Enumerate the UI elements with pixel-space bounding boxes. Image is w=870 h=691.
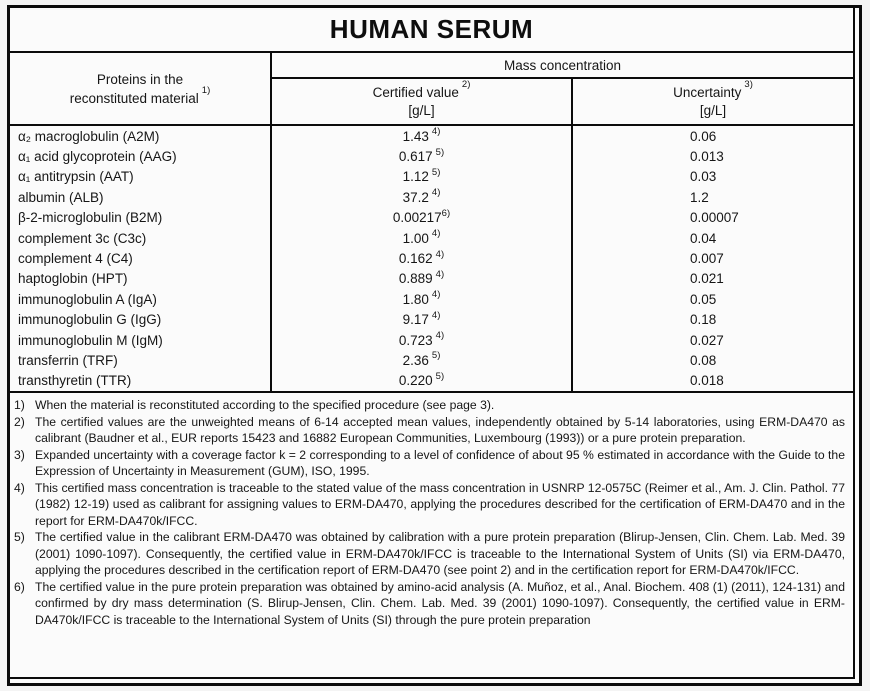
uncertainty-value: 0.018 xyxy=(690,373,724,389)
protein-name: α₁ antitrypsin (AAT) xyxy=(10,167,272,187)
value-text: 37.2 xyxy=(402,189,429,205)
value-text: 1.43 xyxy=(402,128,429,144)
footnote-number: 1) xyxy=(14,398,25,412)
table-row xyxy=(10,289,853,309)
table-row xyxy=(10,330,853,350)
protein-name: α₂ macroglobulin (A2M) xyxy=(10,126,272,146)
uncertainty-unit: [g/L] xyxy=(699,102,727,118)
certified-value: 0.220 $^{5)}$ xyxy=(272,371,573,391)
protein-name: immunoglobulin A (IgA) xyxy=(10,289,272,309)
certified-value: 1.00 $^{4)}$ xyxy=(272,228,573,248)
value-text: 9.17 xyxy=(402,312,429,328)
footnotes-section xyxy=(10,393,853,677)
table-header xyxy=(10,53,853,126)
proteins-header-text: reconstituted material xyxy=(69,90,199,106)
table-row xyxy=(10,248,853,268)
footnote xyxy=(14,529,845,579)
footnote xyxy=(14,447,845,480)
uncertainty-value: 0.027 xyxy=(690,332,724,348)
proteins-column-header xyxy=(10,53,272,124)
value-text: 1.12 xyxy=(402,169,429,185)
table-row xyxy=(10,187,853,207)
value-text: 2.36 xyxy=(402,352,429,368)
table-row xyxy=(10,269,853,289)
footnote-text: When the material is reconstituted according to the specified procedure (see page 3). xyxy=(35,398,495,412)
footnote-text: The certified value in the pure protein preparation was obtained by amino-acid analysis (A. Muñoz, et al., Anal. Biochem. 408 (1) (2011), 124-131) and confirmed by dry mass determination (S. Blirup-Jensen, Clin. Chem. Lab. Med. 39 (2001) 1090-1097). Consequently, the certified value in ERM-DA470k/IFCC is traceable to the International System of Units (SI) through the pure protein preparation xyxy=(35,579,845,627)
certified-value: 0.889 $^{4)}$ xyxy=(272,269,573,289)
uncertainty-value: 0.021 xyxy=(690,271,724,287)
protein-name: complement 4 (C4) xyxy=(10,248,272,268)
uncertainty-value: 0.007 xyxy=(690,251,724,267)
table-row xyxy=(10,208,853,228)
value-text: 0.617 xyxy=(398,149,433,165)
protein-name: albumin (ALB) xyxy=(10,187,272,207)
protein-name: α₁ acid glycoprotein (AAG) xyxy=(10,146,272,166)
table-row xyxy=(10,350,853,370)
uncertainty-value: 0.08 xyxy=(690,352,717,368)
table-row xyxy=(10,146,853,166)
value-text: 1.80 xyxy=(402,291,429,307)
footnote-text: This certified mass concentration is traceable to the stated value of the mass concentration in USNRP 12-0575C (Reimer et al., Am. J. Clin. Pathol. 77 (1982) 12-19) used as calibrant for assigning values to ERM-DA470, applying the procedures described for the certification of ERM-DA470 and in the report for ERM-DA470k/IFCC. xyxy=(35,480,845,528)
table-row xyxy=(10,310,853,330)
footnote xyxy=(14,397,845,414)
proteins-header-line1: Proteins in the xyxy=(96,71,184,87)
uncertainty-value: 1.2 xyxy=(690,189,709,205)
certified-value-label xyxy=(372,79,471,102)
uncertainty-value: 0.013 xyxy=(690,149,724,165)
uncertainty-header xyxy=(573,79,853,124)
footnote xyxy=(14,579,845,629)
uncertainty-value: 0.00007 xyxy=(690,210,739,226)
footnote-ref-1: 1) xyxy=(201,85,211,96)
footnote-text: Expanded uncertainty with a coverage factor k = 2 corresponding to a level of confidence of about 95 % estimated in accordance with the Guide to the Expression of Uncertainty in Measurement (GUM), ISO, 1995. xyxy=(35,447,845,478)
footnote-text: The certified values are the unweighted means of 6-14 accepted mean values, independently obtained by 5-14 laboratories, using ERM-DA470 as calibrant (Baudner et al., EUR reports 15423 and 16882 European Communities, Luxembourg (1993)) or a pure protein preparation. xyxy=(35,414,845,445)
uncertainty-value: 0.05 xyxy=(690,291,717,307)
table-row xyxy=(10,126,853,146)
uncertainty-text: Uncertainty xyxy=(673,84,742,100)
footnote-number: 3) xyxy=(14,447,25,462)
value-text: 0.889 xyxy=(398,271,433,287)
uncertainty-value: 0.04 xyxy=(690,230,717,246)
table-row xyxy=(10,371,853,391)
table-row xyxy=(10,228,853,248)
certificate-table xyxy=(10,8,855,679)
protein-name: immunoglobulin M (IgM) xyxy=(10,330,272,350)
footnote-number: 2) xyxy=(14,414,25,429)
footnote xyxy=(14,414,845,447)
certified-value: 1.80 $^{4)}$ xyxy=(272,289,573,309)
certified-value: 2.36 $^{5)}$ xyxy=(272,350,573,370)
footnote-text: The certified value in the calibrant ERM-DA470 was obtained by calibration with a pure protein preparation (Blirup-Jensen, Clin. Chem. Lab. Med. 39 (2001) 1090-1097). Consequently, the certified value in ERM-DA470k/IFCC is traceable to the International System of Units (SI) via ERM-DA470, applying the procedures described in the certification report of ERM-DA470 (see point 2) and in the certification report for ERM-DA470k/IFCC. xyxy=(35,530,845,577)
protein-name: transferrin (TRF) xyxy=(10,350,272,370)
footnote-number: 6) xyxy=(14,579,25,594)
protein-name: complement 3c (C3c) xyxy=(10,228,272,248)
mass-concentration-header: Mass concentration xyxy=(272,53,853,79)
table-body xyxy=(10,126,853,393)
value-text: 0.220 xyxy=(398,373,433,389)
mass-concentration-group xyxy=(272,53,853,124)
uncertainty-label xyxy=(673,79,753,102)
uncertainty-value: 0.18 xyxy=(690,312,717,328)
value-text: 1.00 xyxy=(402,230,429,246)
sub-headers xyxy=(272,79,853,124)
certified-value-text: Certified value xyxy=(372,84,459,100)
footnote-ref-2: 2) xyxy=(461,79,471,90)
certified-value: 0.723 $^{4)}$ xyxy=(272,330,573,350)
footnote-ref-3: 3) xyxy=(744,79,753,90)
value-text: 0.723 xyxy=(398,332,433,348)
protein-name: transthyretin (TTR) xyxy=(10,371,272,391)
uncertainty-value: 0.06 xyxy=(690,128,717,144)
footnote xyxy=(14,480,845,530)
proteins-header-line2 xyxy=(69,85,211,108)
protein-name: haptoglobin (HPT) xyxy=(10,269,272,289)
certified-value: 1.12 $^{5)}$ xyxy=(272,167,573,187)
footnote-number: 4) xyxy=(14,480,25,495)
certified-value: 0.162 $^{4)}$ xyxy=(272,248,573,268)
page-frame xyxy=(7,5,862,686)
certified-value-unit: [g/L] xyxy=(408,102,435,118)
footnote-number: 5) xyxy=(14,530,25,544)
value-text: 0.162 xyxy=(398,251,433,267)
certified-value: 0.617 $^{5)}$ xyxy=(272,146,573,166)
uncertainty-value: 0.03 xyxy=(690,169,717,185)
table-row xyxy=(10,167,853,187)
protein-name: immunoglobulin G (IgG) xyxy=(10,310,272,330)
value-text: 0.00217 xyxy=(392,210,442,226)
certified-value: 9.17 $^{4)}$ xyxy=(272,310,573,330)
page-title: HUMAN SERUM xyxy=(10,8,853,53)
certified-value: 37.2 $^{4)}$ xyxy=(272,187,573,207)
certified-value-header xyxy=(272,79,573,124)
certified-value: 1.43 $^{4)}$ xyxy=(272,126,573,146)
protein-name: β-2-microglobulin (B2M) xyxy=(10,208,272,228)
certified-value: 0.00217 $^{6)}$ xyxy=(272,208,573,228)
